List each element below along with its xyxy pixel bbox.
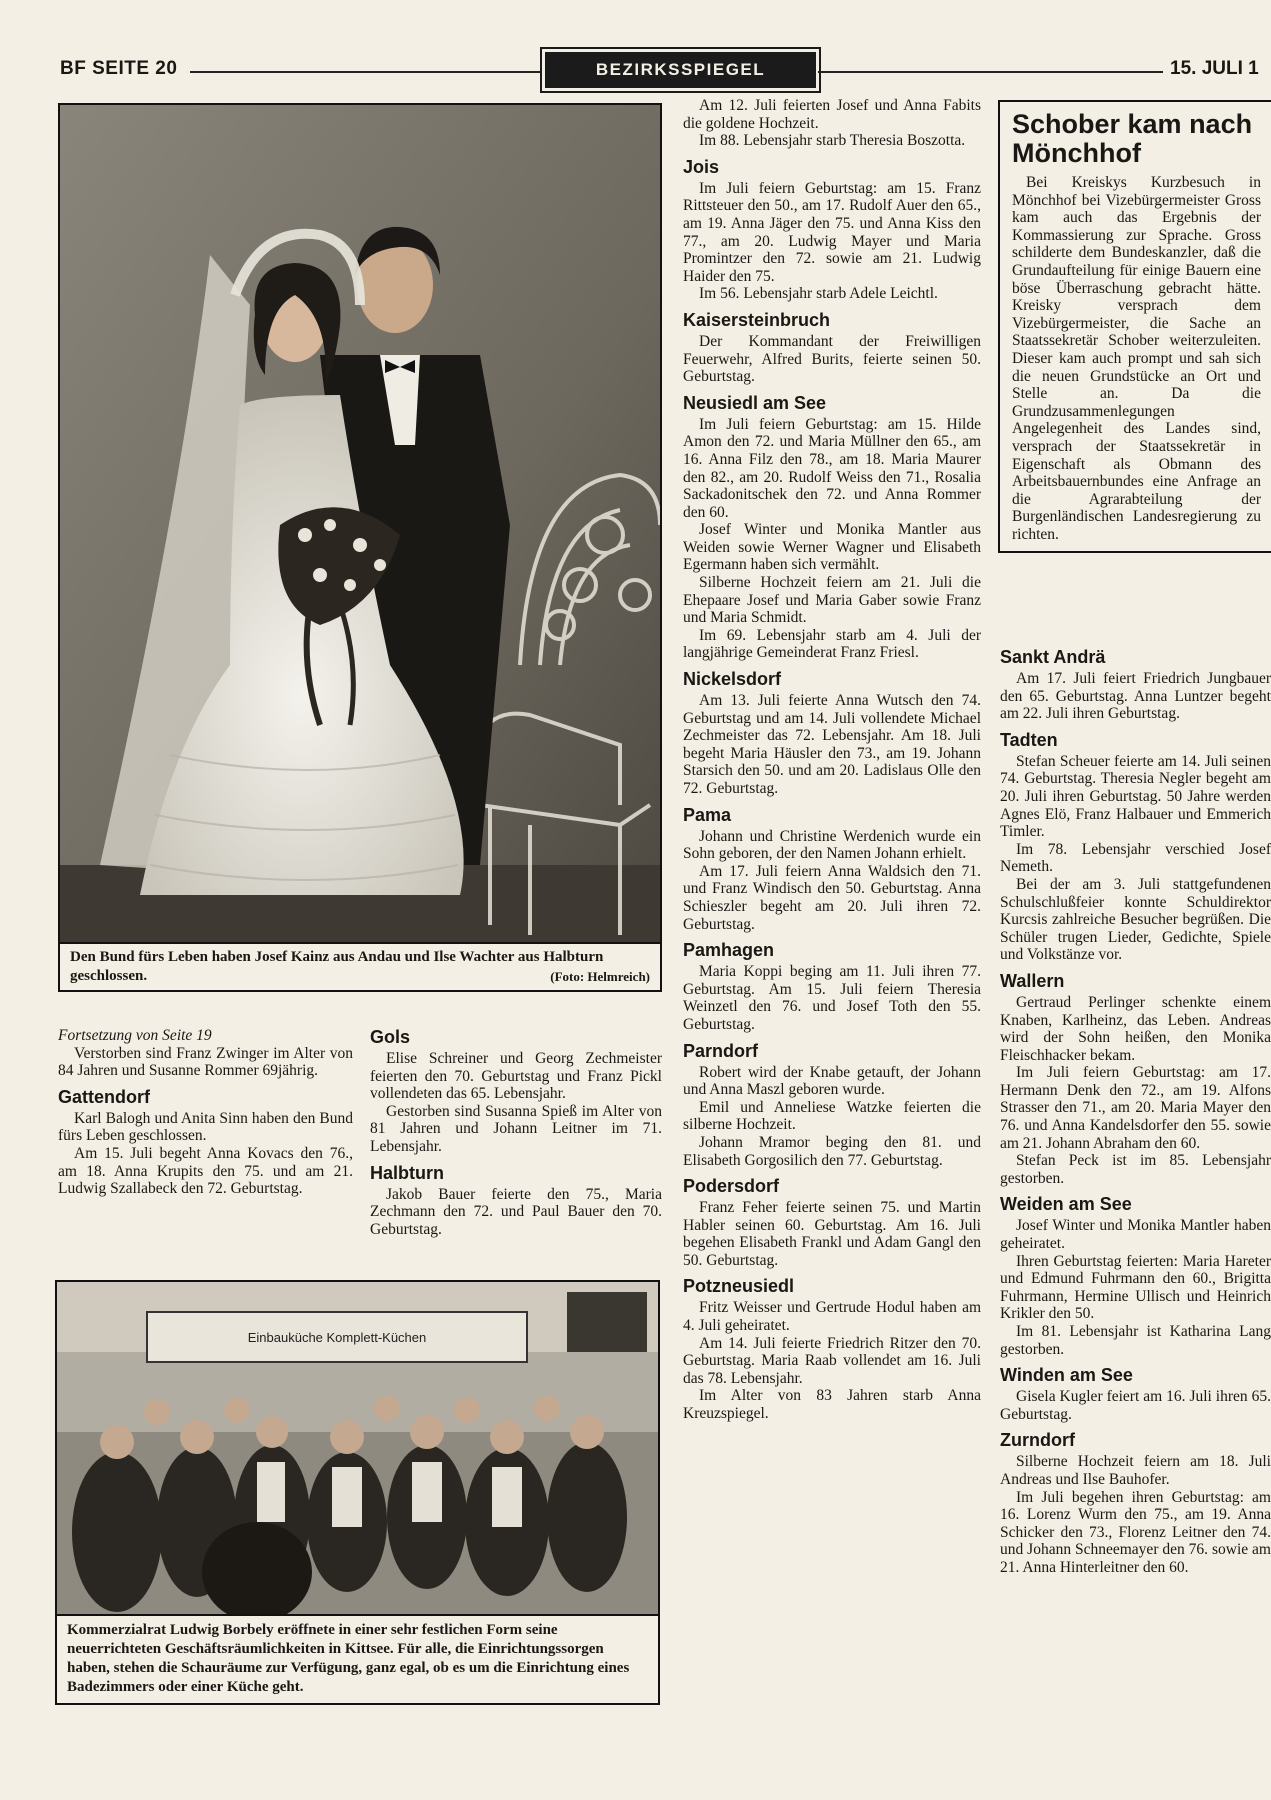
- paragraph: Bei der am 3. Juli stattgefundenen Schulschlußfeier konnte Schuldirektor Kurcsis zahlreiche Besucher begrüßen. Die Schüler trugen Lieder, Gedichte, Spiele und Volkstänze vor.: [1000, 875, 1271, 964]
- paragraph: Karl Balogh und Anita Sinn haben den Bund fürs Leben geschlossen.: [58, 1109, 353, 1145]
- paragraph: Am 15. Juli begeht Anna Kovacs den 76., am 18. Anna Krupits den 75. und am 21. Ludwig Szallabeck den 72. Geburtstag.: [58, 1144, 353, 1198]
- paragraph: Ihren Geburtstag feierten: Maria Hareter und Edmund Fuhrmann den 60., Brigitta Fuhrmann, Hermine Ullisch und Heinrich Krikler den 50.: [1000, 1252, 1271, 1323]
- paragraph: Im Juli begehen ihren Geburtstag: am 16. Lorenz Wurm den 75., am 19. Anna Schicker den 73., Florenz Leitner den 74. und Johann Schneemayer den 76. sowie am 21. Anna Hinterleitner den 60.: [1000, 1488, 1271, 1576]
- paragraph: Am 13. Juli feierte Anna Wutsch den 74. Geburtstag und am 14. Juli vollendete Michael Zechmeister das 72. Lebensjahr. Am 18. Juli begeht Maria Häusler den 73., am 19. Johann Starsich den 50. und am 20. Ladislaus Olle den 72. Geburtstag.: [683, 692, 981, 797]
- paragraph: Gertraud Perlinger schenkte einem Knaben, Karlheinz, das Leben. Andreas wird der Sohn heißen, den Monika Fleischhacker bekam.: [1000, 993, 1271, 1064]
- boxed-article: [998, 100, 1271, 553]
- wedding-photo: [58, 103, 662, 944]
- paragraph: Gestorben sind Susanna Spieß im Alter von 81 Jahren und Johann Leitner im 71. Lebensjahr.: [370, 1102, 662, 1155]
- paragraph: Fritz Weisser und Gertrude Hodul haben am 4. Juli geheiratet.: [683, 1299, 981, 1335]
- paragraph: Silberne Hochzeit feiern am 18. Juli Andreas und Ilse Bauhofer.: [1000, 1453, 1271, 1488]
- section-heading: Tadten: [1000, 729, 1058, 750]
- column-mid-left-lower: [370, 1020, 662, 1238]
- section-heading: Zurndorf: [1000, 1430, 1075, 1451]
- section-heading: Kaisersteinbruch: [683, 309, 831, 330]
- paragraph: Jakob Bauer feierte den 75., Maria Zechmann den 72. und Paul Bauer den 70. Geburtstag.: [370, 1185, 662, 1238]
- column-right: [1000, 640, 1271, 1577]
- paragraph: Stefan Scheuer feierte am 14. Juli seinen 74. Geburtstag. Theresia Negler begeht am 20. Juli ihren Geburtstag. 50 Jahre werden Agnes Elö, Franz Halbauer und Emmerich Timler.: [1000, 752, 1271, 841]
- paragraph: Elise Schreiner und Georg Zechmeister feierten den 70. Geburtstag und Franz Pickl vollendeten das 65. Lebensjahr.: [370, 1050, 662, 1103]
- section-heading: Winden am See: [1000, 1365, 1133, 1386]
- paragraph: Im 69. Lebensjahr starb am 4. Juli der langjährige Gemeinderat Franz Friesl.: [683, 626, 981, 662]
- paragraph: Gisela Kugler feiert am 16. Juli ihren 65. Geburtstag.: [1000, 1388, 1271, 1423]
- paragraph: Maria Koppi beging am 11. Juli ihren 77. Geburtstag. Am 15. Juli feiern Theresia Weinzetl den 76. und Josef Toth den 55. Geburtstag.: [683, 963, 981, 1033]
- paragraph: Johann und Christine Werdenich wurde ein Sohn geboren, der den Namen Johann erhielt.: [683, 827, 981, 863]
- photo-credit: (Foto: Helmreich): [550, 969, 650, 984]
- paragraph: Im 56. Lebensjahr starb Adele Leichtl.: [699, 285, 938, 303]
- shop-opening-photo: [55, 1280, 660, 1616]
- section-heading: Podersdorf: [683, 1176, 780, 1197]
- issue-date: 15. JULI 1: [1170, 58, 1259, 79]
- caption-text: Den Bund fürs Leben haben Josef Kainz aus Andau und Ilse Wachter aus Halbturn geschlossen.: [70, 949, 604, 984]
- wedding-photo-caption: [58, 944, 662, 992]
- header-rule-left: [190, 71, 540, 73]
- paragraph: Am 12. Juli feierten Josef und Anna Fabits die goldene Hochzeit.: [683, 97, 981, 132]
- shop-photo-caption: Kommerzialrat Ludwig Borbely eröffnete in einer sehr festlichen Form seine neuerrichteten Geschäftsräumlichkeiten in Kittsee. Für alle, die Einrichtungssorgen haben, stehen die Schauräume zur Verfügung, ganz egal, ob es um die Einrichtung eines Badezimmers oder einer Küche geht.: [55, 1616, 660, 1705]
- paragraph: Silberne Hochzeit feiern am 21. Juli die Ehepaare Josef und Maria Gaber sowie Franz und Maria Schmidt.: [683, 574, 981, 627]
- paragraph: Im Juli feiern Geburtstag: am 17. Hermann Denk den 72., am 19. Alfons Strasser den 71., am 20. Maria Mayer den 76. und Anna Kandelsdorfer den 55. sowie am 21. Johann Abraham den 60.: [1000, 1064, 1271, 1152]
- section-heading: Potzneusiedl: [683, 1276, 795, 1297]
- section-heading: Pamhagen: [683, 940, 775, 961]
- section-heading: Sankt Andrä: [1000, 647, 1106, 667]
- paragraph: Stefan Peck ist im 85. Lebensjahr gestorben.: [1000, 1152, 1271, 1187]
- paragraph: Im 88. Lebensjahr starb Theresia Boszotta.: [699, 132, 966, 150]
- section-banner: BEZIRKSSPIEGEL: [545, 52, 816, 88]
- paragraph: Im Juli feiern Geburtstag: am 15. Hilde Amon den 72. und Maria Müllner den 65., am 16. Anna Filz den 78., am 18. Maria Maurer den 82., am 20. Rudolf Weiss den 71., Rosalia Sackadonitschek den 72. und Anna Rommer den 60.: [683, 415, 981, 521]
- shop-sign-text: Einbauküche Komplett-Küchen: [247, 1330, 427, 1345]
- column-middle: [683, 97, 981, 1423]
- column-left-lower: [58, 1027, 353, 1198]
- section-heading: Pama: [683, 804, 732, 825]
- paragraph: Am 14. Juli feierte Friedrich Ritzer den 70. Geburtstag. Maria Raab vollendet am 16. Juli das 78. Lebensjahr.: [683, 1334, 981, 1387]
- paragraph: Im Juli feiern Geburtstag: am 15. Franz Rittsteuer den 50., am 17. Rudolf Auer den 65., am 19. Anna Jäger den 75. und Anna Kiss den 77., am 20. Ludwig Mayer und Maria Promintzer den 72. sowie am 21. Ludwig Haider den 75.: [683, 179, 981, 285]
- section-heading: Nickelsdorf: [683, 669, 782, 690]
- section-heading: Weiden am See: [1000, 1194, 1132, 1215]
- paragraph: Der Kommandant der Freiwilligen Feuerwehr, Alfred Burits, feierte seinen 50. Geburtstag.: [683, 332, 981, 386]
- paragraph: Verstorben sind Franz Zwinger im Alter von 84 Jahren und Susanne Rommer 69jährig.: [58, 1044, 353, 1080]
- paragraph: Josef Winter und Monika Mantler haben geheiratet.: [1000, 1217, 1271, 1253]
- section-heading: Jois: [683, 156, 720, 177]
- section-heading: Neusiedl am See: [683, 392, 827, 413]
- section-heading: Parndorf: [683, 1040, 759, 1061]
- section-heading: Wallern: [1000, 970, 1065, 991]
- paragraph: Im Alter von 83 Jahren starb Anna Kreuzspiegel.: [683, 1387, 981, 1423]
- paragraph: Im 78. Lebensjahr verschied Josef Nemeth.: [1000, 840, 1271, 876]
- paragraph: Franz Feher feierte seinen 75. und Martin Habler seinen 60. Geburtstag. Am 16. Juli begehen Elisabeth Frankl und Adam Gangl den 50. Geburtstag.: [683, 1199, 981, 1269]
- paragraph: Johann Mramor beging den 81. und Elisabeth Gorgosilich den 77. Geburtstag.: [683, 1133, 981, 1169]
- continuation-note: Fortsetzung von Seite 19: [58, 1027, 212, 1044]
- paragraph: Robert wird der Knabe getauft, der Johann und Anna Maszl geboren wurde.: [683, 1063, 981, 1099]
- paragraph: Josef Winter und Monika Mantler aus Weiden sowie Werner Wagner und Elisabeth Egermann haben sich vermählt.: [683, 521, 981, 574]
- paragraph: Emil und Anneliese Watzke feierten die silberne Hochzeit.: [683, 1098, 981, 1134]
- header-rule-right: [818, 71, 1163, 73]
- section-heading: Halbturn: [370, 1162, 444, 1183]
- page-label: BF SEITE 20: [60, 58, 178, 79]
- article-headline: Schober kam nach Mönchhof: [1012, 109, 1253, 168]
- paragraph: Im 81. Lebensjahr ist Katharina Lang gestorben.: [1000, 1323, 1271, 1358]
- paragraph: Am 17. Juli feiert Friedrich Jungbauer den 65. Geburtstag. Anna Luntzer begeht am 22. Juli ihren Geburtstag.: [1000, 670, 1271, 723]
- section-heading: Gattendorf: [58, 1086, 150, 1107]
- paragraph: Am 17. Juli feiern Anna Waldsich den 71. und Franz Windisch den 50. Geburtstag. Anna Schieszler begeht am 20. Juli ihren 72. Geburtstag.: [683, 862, 981, 933]
- section-heading: Gols: [370, 1027, 411, 1047]
- article-body: Bei Kreiskys Kurzbesuch in Mönchhof bei Vizebürgermeister Gross kam auch das Ergebnis der Kommassierung zur Sprache. Gross schilderte dem Bundeskanzler, daß die Grundaufteilung für einige Bauern eine böse Überraschung gebracht hätte. Kreisky versprach dem Vizebürgermeister, die Sache an Staatssekretär Schober weiterzuleiten. Dieser kam auch prompt und sah sich die neuen Grundstücke an Ort und Stelle an. Da die Grundzusammenlegungen Angelegenheit des Landes sind, versprach der Staatssekretär in Eigenschaft als Obmann des Arbeitsbauernbundes eine Anfrage an die Agrarabteilung der Burgenländischen Landesregierung zu richten.: [1012, 174, 1261, 543]
